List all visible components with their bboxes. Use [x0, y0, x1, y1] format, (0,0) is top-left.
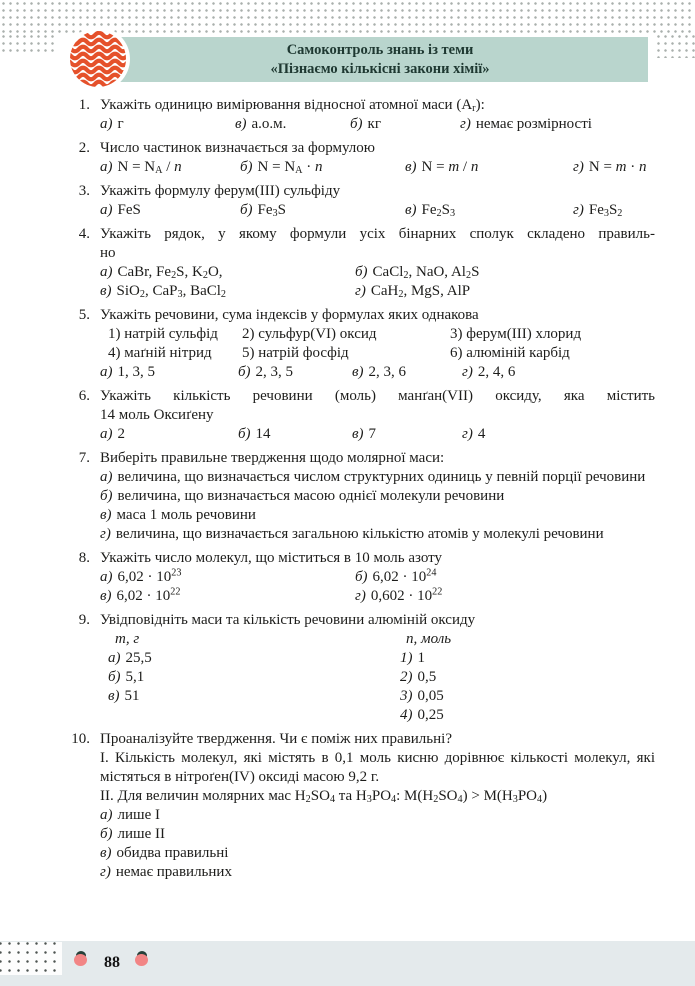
option — [405, 201, 573, 220]
matching-column-moles — [400, 630, 655, 725]
options-row — [100, 201, 655, 220]
option-text: немає правильних — [115, 864, 232, 880]
option — [100, 115, 235, 134]
option-text: 0,05 — [417, 688, 444, 704]
column-header: m, г — [115, 631, 140, 647]
option — [100, 525, 655, 544]
option-text: N = m / n — [421, 159, 479, 175]
questions-list — [62, 96, 655, 887]
options-row — [100, 363, 655, 382]
option-label: г) — [355, 588, 366, 604]
question-number: 7. — [78, 450, 90, 466]
option — [100, 506, 655, 525]
item: 6) алюміній карбід — [450, 345, 570, 361]
banner-title-line2: «Пізнаємо кількісні закони хімії» — [270, 60, 490, 77]
option — [100, 668, 400, 687]
option — [460, 115, 592, 134]
option-text: 7 — [368, 426, 377, 442]
question-number: 10. — [71, 731, 90, 747]
option-label: в) — [352, 426, 364, 442]
option — [462, 425, 485, 444]
question-text: Укажіть рядок, у якому формули усіх бінарних сполук складено правиль- — [100, 226, 655, 242]
option — [400, 706, 655, 725]
option-label: в) — [405, 202, 417, 218]
option-text: г — [117, 116, 124, 132]
option — [100, 844, 655, 863]
question-number: 2. — [78, 140, 90, 156]
statement-1: І. Кількість молекул, які містять в 0,1 моль кисню дорівнює кількості молекул, які містяться в нітроґен(IV) оксиді масою 9,2 г. — [100, 750, 655, 785]
matching-table — [100, 630, 655, 725]
statement-2: ІІ. Для величин молярних мас $H_2SO_4$ та $H_3PO_4$: $M(H_2SO_4) > M(H_3PO_4)$ — [100, 788, 548, 806]
option-label: в) — [405, 159, 417, 175]
option — [100, 282, 355, 301]
berry-icon — [135, 951, 149, 966]
option-label: б) — [240, 202, 253, 218]
question-text: Укажіть кількість речовини (моль) манґан(VII) оксиду, яка містить — [100, 388, 655, 404]
option-text: CaCl$_2$, NaO, $Al_2S$ — [372, 264, 480, 282]
option-label: а) — [100, 807, 113, 823]
option — [240, 201, 405, 220]
question-text: 14 моль Оксиґену — [100, 407, 214, 423]
option-text: 1 — [417, 650, 425, 666]
option — [352, 425, 462, 444]
option — [400, 668, 655, 687]
option-label: б) — [355, 569, 368, 585]
dots-pattern — [0, 942, 62, 975]
option-label: б) — [100, 826, 113, 842]
option-text: 2, 4, 6 — [477, 364, 516, 380]
question-5 — [62, 306, 655, 382]
option-label: 3) — [400, 688, 413, 704]
option-text: 2, 3, 5 — [255, 364, 294, 380]
column-header: n, моль — [406, 631, 452, 647]
berry-icon — [74, 951, 88, 966]
option-text: а.о.м. — [251, 116, 287, 132]
option-text: CaH$_2$, MgS, AlP — [370, 283, 471, 301]
option — [100, 568, 355, 587]
option-text: маса 1 моль речовини — [116, 507, 256, 523]
question-text: Укажіть формулу ферум(III) сульфіду — [100, 183, 341, 199]
option-text: $N = N_A / n$ — [117, 159, 182, 177]
option-text: величина, що визначається числом структурних одиниць у певній порції речовини — [117, 469, 646, 485]
option-label: в) — [352, 364, 364, 380]
item: 2) сульфур(VI) оксид — [242, 326, 377, 342]
question-2 — [62, 139, 655, 177]
option-label: а) — [100, 569, 113, 585]
option — [355, 587, 655, 606]
option — [238, 425, 352, 444]
option — [400, 687, 655, 706]
options-row — [100, 425, 655, 444]
items-row — [100, 344, 655, 363]
option-label: в) — [100, 845, 112, 861]
option — [235, 115, 350, 134]
option-text: обидва правильні — [116, 845, 229, 861]
item: 5) натрій фосфід — [242, 345, 349, 361]
option-label: б) — [350, 116, 363, 132]
option-text: 0,25 — [417, 707, 444, 723]
option-text: немає розмірності — [475, 116, 592, 132]
option-label: в) — [100, 507, 112, 523]
question-6 — [62, 387, 655, 444]
option — [238, 363, 352, 382]
option-text: 2, 3, 6 — [368, 364, 407, 380]
option-label: в) — [100, 283, 112, 299]
question-text: Укажіть одиницю вимірювання відносної атомної маси $(A_r)$: — [100, 97, 485, 115]
option — [100, 468, 655, 487]
options-grid — [100, 568, 655, 606]
option — [100, 863, 655, 882]
options-row — [100, 115, 655, 134]
option-label: г) — [460, 116, 471, 132]
options-grid — [100, 263, 655, 301]
option — [462, 363, 515, 382]
option-label: б) — [238, 364, 251, 380]
option-label: а) — [100, 426, 113, 442]
option-text: кг — [367, 116, 381, 132]
option-label: а) — [108, 650, 121, 666]
option-text: 51 — [124, 688, 140, 704]
option — [100, 363, 238, 382]
option-text: 4 — [477, 426, 486, 442]
question-9 — [62, 611, 655, 725]
option-label: г) — [100, 864, 111, 880]
option-label: г) — [573, 159, 584, 175]
question-text: Увідповідніть маси та кількість речовини алюміній оксиду — [100, 612, 476, 628]
option-label: б) — [238, 426, 251, 442]
option-label: а) — [100, 202, 113, 218]
question-text: Виберіть правильне твердження щодо молярної маси: — [100, 450, 445, 466]
option — [355, 568, 655, 587]
option-text: $6,02 \cdot 10^{22}$ — [116, 586, 181, 604]
option — [100, 263, 355, 282]
option-label: в) — [100, 588, 112, 604]
option-text: $0,602 \cdot 10^{22}$ — [370, 586, 443, 604]
question-number: 5. — [78, 307, 90, 323]
item: 3) ферум(III) хлорид — [450, 326, 582, 342]
option-text: $Fe_3S_2$ — [588, 202, 623, 220]
question-1 — [62, 96, 655, 134]
option-label: г) — [355, 283, 366, 299]
option-text: 1, 3, 5 — [117, 364, 155, 380]
option-label: а) — [100, 469, 113, 485]
option-label: б) — [240, 159, 253, 175]
question-text: Укажіть речовини, сума індексів у формулах яких однакова — [100, 307, 479, 323]
option — [100, 825, 655, 844]
option-label: б) — [355, 264, 368, 280]
option — [100, 806, 655, 825]
option-text: $N = N_A \cdot n$ — [257, 159, 323, 177]
matching-column-mass — [100, 630, 400, 725]
question-number: 3. — [78, 183, 90, 199]
option — [405, 158, 573, 177]
option-text: SiO$_2$, CaP$_3$, BaCl$_2$ — [116, 283, 226, 301]
option-text: FeS — [117, 202, 141, 218]
question-text: Проаналізуйте твердження. Чи є поміж них правильні? — [100, 731, 452, 747]
option-label: г) — [100, 526, 111, 542]
option-text: лише І — [117, 807, 160, 823]
option-label: 2) — [400, 669, 413, 685]
option — [352, 363, 462, 382]
option — [350, 115, 460, 134]
option-text: 0,5 — [417, 669, 437, 685]
option — [573, 201, 622, 220]
options-row — [100, 158, 655, 177]
option-label: а) — [100, 116, 113, 132]
option-label: г) — [573, 202, 584, 218]
option — [100, 687, 400, 706]
option — [100, 201, 240, 220]
question-text: но — [100, 245, 116, 261]
option — [100, 487, 655, 506]
option — [400, 649, 655, 668]
option — [573, 158, 647, 177]
option — [240, 158, 405, 177]
question-3 — [62, 182, 655, 220]
option-text: величина, що визначається загальною кількістю атомів у молекулі речовини — [115, 526, 604, 542]
wavy-circle-icon — [66, 27, 130, 91]
option-text: $Fe_3S$ — [257, 202, 286, 220]
question-number: 6. — [78, 388, 90, 404]
item: 4) маґній нітрид — [108, 345, 212, 361]
question-7 — [62, 449, 655, 544]
option-label: а) — [100, 159, 113, 175]
option-label: б) — [100, 488, 113, 504]
items-row — [100, 325, 655, 344]
option-label: 4) — [400, 707, 413, 723]
question-4 — [62, 225, 655, 301]
option — [355, 263, 655, 282]
option-label: в) — [108, 688, 120, 704]
option — [100, 425, 238, 444]
page-number: 88 — [104, 954, 120, 971]
option-text: $6,02 \cdot 10^{24}$ — [372, 567, 437, 585]
question-10 — [62, 730, 655, 882]
option-label: а) — [100, 364, 113, 380]
option-text: 14 — [255, 426, 271, 442]
dots-pattern — [0, 33, 54, 56]
option — [100, 649, 400, 668]
option-label: г) — [462, 426, 473, 442]
banner-title-line1: Самоконтроль знань із теми — [286, 42, 474, 58]
question-number: 1. — [78, 97, 90, 113]
option-text: лише ІІ — [117, 826, 166, 842]
option-text: 25,5 — [125, 650, 152, 666]
option-text: $6,02 \cdot 10^{23}$ — [117, 567, 182, 585]
question-number: 4. — [78, 226, 90, 242]
option-text: величина, що визначається масою однієї молекули речовини — [117, 488, 505, 504]
option-text: 5,1 — [125, 669, 145, 685]
option-text: $Fe_2S_3$ — [421, 202, 456, 220]
option-label: б) — [108, 669, 121, 685]
question-number: 8. — [78, 550, 90, 566]
page-footer — [0, 941, 695, 986]
question-text: Укажіть число молекул, що міститься в 10 моль азоту — [100, 550, 443, 566]
question-number: 9. — [78, 612, 90, 628]
question-8 — [62, 549, 655, 606]
option-label: в) — [235, 116, 247, 132]
option — [100, 158, 240, 177]
option-text: CaBr, $Fe_2S$, $K_2O$, — [117, 264, 223, 282]
option-label: г) — [462, 364, 473, 380]
dots-pattern — [655, 33, 695, 58]
option — [100, 587, 355, 606]
option-label: а) — [100, 264, 113, 280]
option-text: N = m · n — [588, 159, 647, 175]
option-text: 2 — [117, 426, 125, 442]
section-banner — [112, 37, 648, 82]
item: 1) натрій сульфід — [108, 326, 218, 342]
question-text: Число частинок визначається за формулою — [100, 140, 375, 156]
option — [355, 282, 655, 301]
option-label: 1) — [400, 650, 413, 666]
